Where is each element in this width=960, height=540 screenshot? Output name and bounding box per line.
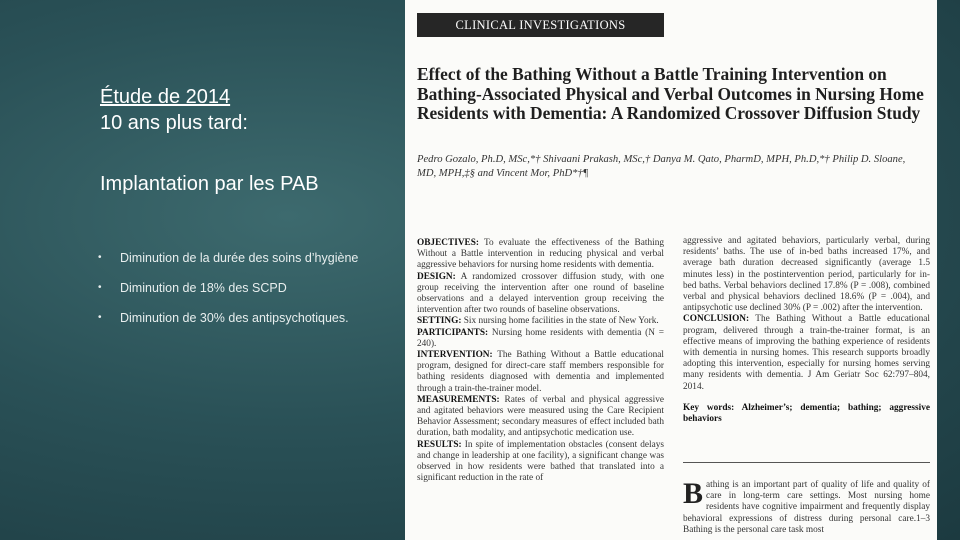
abstract-conclusion: CONCLUSION: The Bathing Without a Battle educational program, delivered through a train-the-trainer format, is an effective means of improving the bathing experience of residents with dementia in nursing homes. This research supports broadly adopting this intervention, especially for nursing homes serving many residents with dementia. J Am Geriatr Soc 62:797–804, 2014. [683, 314, 930, 392]
abstract-setting: SETTING: Six nursing home facilities in the state of New York. [417, 316, 659, 327]
bullet-item: • Diminution de la durée des soins d’hygiène [112, 250, 362, 266]
section-banner: CLINICAL INVESTIGATIONS [417, 13, 664, 37]
abstract-results: RESULTS: In spite of implementation obstacles (consent delays and change in leadership at one facility), a significant change was observed in how residents were bathed that translated into a significant reduction in the rate of [417, 439, 664, 484]
paper-authors: Pedro Gozalo, Ph.D, MSc,*† Shivaani Prakash, MSc,† Danya M. Qato, PharmD, MPH, Ph.D,*† Philip D. Sloane, MD, MPH,‡§ and Vincent Mor, PhD*†¶ [417, 154, 906, 179]
abstract-right-column [683, 236, 930, 425]
abstract-intervention: INTERVENTION: The Bathing Without a Battle educational program, designed for direct-care staff members responsible for bathing residents diagnosed with dementia and implemented through a train-the-trainer model. [417, 350, 664, 394]
dropcap: B [683, 477, 704, 510]
abstract-left-column [417, 238, 664, 484]
bullet-item: • Diminution de 30% des antipsychotiques. [112, 310, 362, 326]
intro-paragraph: Bathing is an important part of quality of life and quality of care in long-term care settings. Most nursing home residents have cognitive impairment and frequently display behavioral expressions of distress during personal care.1–3 Bathing is the personal care task most [683, 477, 930, 535]
paper-image [405, 0, 937, 540]
keywords: Key words: Alzheimer’s; dementia; bathing; aggressive behaviors [683, 402, 930, 425]
paper-title: Effect of the Bathing Without a Battle Training Intervention on Bathing-Associated Physical and Verbal Outcomes in Nursing Home Residents with Dementia: A Randomized Crossover Diffusion Study [417, 64, 924, 123]
slide-subtitle: Implantation par les PAB [100, 173, 319, 195]
abstract-design: DESIGN: A randomized crossover diffusion study, with one group receiving the intervention after one round of baseline observations and a delayed intervention group receiving the intervention after two rounds of baseline observations. [417, 271, 664, 316]
bullet-item: • Diminution de 18% des SCPD [112, 280, 362, 296]
abstract-participants: PARTICIPANTS: Nursing home residents with dementia (N = 240). [417, 327, 664, 349]
abstract-measurements: MEASUREMENTS: Rates of verbal and physical aggressive and agitated behaviors were measured using the Care Recipient Behavior Assessment; secondary measures of effect included bath duration, bath modality, and antipsychotic medication use. [417, 394, 664, 439]
slide-title-line2: 10 ans plus tard: [100, 112, 248, 134]
abstract-objectives: OBJECTIVES: To evaluate the effectiveness of the Bathing Without a Battle intervention in reducing physical and verbal aggressive behaviors for nursing home residents with dementia. [417, 238, 664, 271]
abstract-results-cont: aggressive and agitated behaviors, particularly verbal, during residents’ baths. The use of in-bed baths increased 17%, and average bath duration decreased significantly (average 1.5 minutes less) in the postintervention period, particularly for in-bed baths. Verbal behaviors declined 17.8% (P = .008), combined verbal and physical behaviors declined 18.6% (P = .004), and antipsychotic use declined 30% (P = .002) after the intervention. [683, 236, 930, 314]
slide-title-line1: Étude de 2014 [100, 86, 231, 108]
divider [683, 462, 930, 463]
slide-title [100, 84, 248, 136]
bullet-list [112, 250, 362, 340]
